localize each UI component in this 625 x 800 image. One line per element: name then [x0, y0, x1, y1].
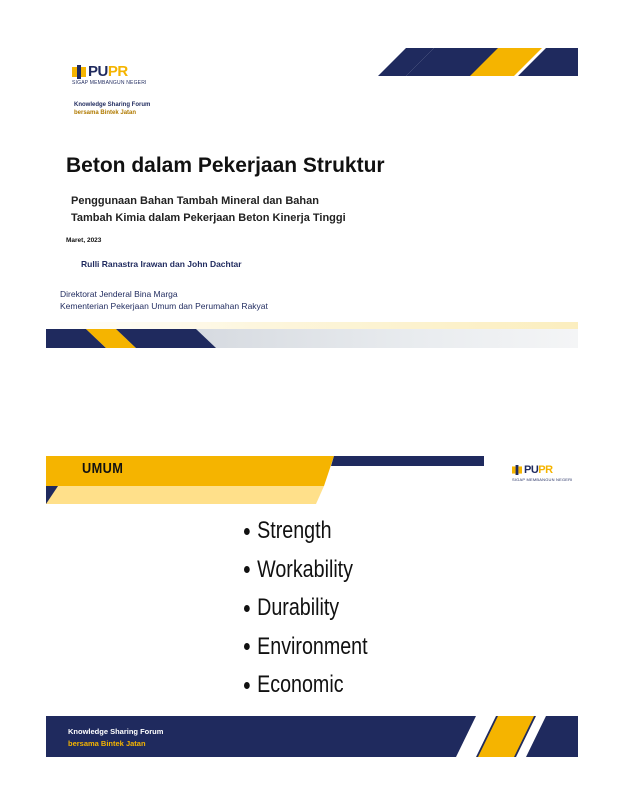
logo-pr-text: PR — [538, 464, 553, 476]
pupr-logo — [72, 63, 128, 80]
org-line-1: Direktorat Jenderal Bina Marga — [60, 289, 178, 299]
slide-title: Beton dalam Pekerjaan Struktur — [66, 154, 385, 177]
list-item: Durability — [244, 589, 368, 628]
list-item: Strength — [244, 512, 368, 551]
pupr-emblem-icon — [72, 65, 86, 79]
slide-subtitle — [71, 193, 346, 227]
forum-line-1: Knowledge Sharing Forum — [74, 102, 151, 108]
pupr-logo-small — [512, 464, 553, 476]
pupr-emblem-icon — [512, 465, 522, 475]
bullet-icon — [244, 605, 250, 612]
list-item: Economic — [244, 666, 368, 705]
bullet-icon — [244, 643, 250, 650]
forum-line-2: bersama Bintek Jatan — [74, 110, 137, 116]
slide-heading: UMUM — [82, 460, 124, 477]
authors: Rulli Ranastra Irawan dan John Dachtar — [81, 259, 242, 269]
logo-tagline: SIGAP MEMBANGUN NEGERI — [512, 477, 573, 482]
bullet-icon — [244, 528, 250, 535]
subtitle-line-2: Tambah Kimia dalam Pekerjaan Beton Kinerja Tinggi — [71, 212, 346, 224]
logo-pr-text: PR — [107, 63, 128, 80]
logo-pu-text: PU — [524, 464, 539, 476]
list-item: Environment — [244, 628, 368, 667]
date: Maret, 2023 — [66, 237, 102, 244]
umum-slide — [46, 456, 578, 757]
logo-tagline: SIGAP MEMBANGUN NEGERI — [72, 80, 147, 86]
logo-pu-text: PU — [88, 63, 108, 80]
bullet-list — [244, 512, 395, 705]
footer-forum-line-1: Knowledge Sharing Forum — [68, 727, 164, 736]
org-line-2: Kementerian Pekerjaan Umum dan Perumahan Rakyat — [60, 301, 268, 311]
list-item: Workability — [244, 551, 368, 590]
title-slide — [46, 30, 578, 348]
subtitle-line-1: Penggunaan Bahan Tambah Mineral dan Bahan — [71, 195, 319, 207]
bullet-icon — [244, 566, 250, 573]
footer-forum-line-2: bersama Bintek Jatan — [68, 739, 146, 748]
bullet-icon — [244, 682, 250, 689]
